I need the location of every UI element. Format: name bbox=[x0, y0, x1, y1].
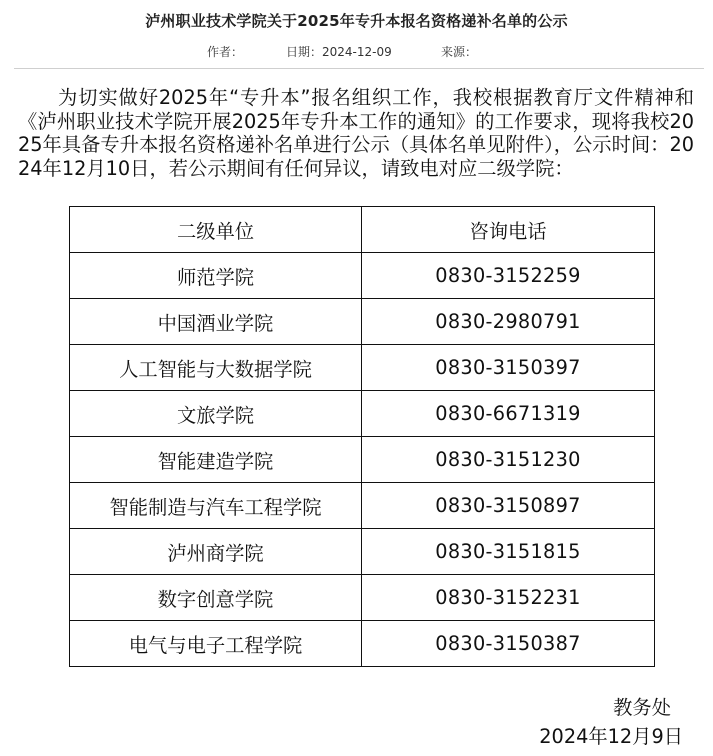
unit-cell: 人工智能与大数据学院 bbox=[70, 345, 362, 391]
date-meta: 日期：2024-12-09 bbox=[286, 45, 392, 59]
table-row bbox=[70, 575, 655, 621]
table-row bbox=[70, 253, 655, 299]
phone-cell: 0830-3150397 bbox=[362, 345, 655, 391]
author-meta: 作者： bbox=[207, 45, 244, 59]
unit-cell: 智能制造与汽车工程学院 bbox=[70, 483, 362, 529]
phone-cell: 0830-6671319 bbox=[362, 391, 655, 437]
article-body-paragraph: 为切实做好2025年“专升本”报名组织工作，我校根据教育厅文件精神和《泸州职业技术学院开展2025年专升本工作的通知》的工作要求，现将我校2025年具备专升本报名资格递补名单进行公示（具体名单见附件），公示时间：2024年12月10日，若公示期间有任何异议，请致电对应二级学院： bbox=[18, 86, 694, 180]
table-row bbox=[70, 299, 655, 345]
unit-cell: 师范学院 bbox=[70, 253, 362, 299]
signature-date: 2024年12月9日 bbox=[539, 725, 683, 748]
phone-cell: 0830-3152259 bbox=[362, 253, 655, 299]
source-meta: 来源： bbox=[441, 45, 478, 59]
phone-cell: 0830-2980791 bbox=[362, 299, 655, 345]
phone-cell: 0830-3152231 bbox=[362, 575, 655, 621]
contact-table bbox=[69, 206, 655, 667]
table-row bbox=[70, 483, 655, 529]
phone-cell: 0830-3150387 bbox=[362, 621, 655, 667]
unit-cell: 文旅学院 bbox=[70, 391, 362, 437]
table-row bbox=[70, 391, 655, 437]
table-header-row bbox=[70, 207, 655, 253]
header-phone: 咨询电话 bbox=[362, 207, 655, 253]
phone-cell: 0830-3151230 bbox=[362, 437, 655, 483]
unit-cell: 电气与电子工程学院 bbox=[70, 621, 362, 667]
table-row bbox=[70, 621, 655, 667]
unit-cell: 智能建造学院 bbox=[70, 437, 362, 483]
unit-cell: 数字创意学院 bbox=[70, 575, 362, 621]
phone-cell: 0830-3151815 bbox=[362, 529, 655, 575]
table-row bbox=[70, 437, 655, 483]
page-title: 泸州职业技术学院关于2025年专升本报名资格递补名单的公示 bbox=[145, 12, 568, 30]
unit-cell: 泸州商学院 bbox=[70, 529, 362, 575]
unit-cell: 中国酒业学院 bbox=[70, 299, 362, 345]
table-row bbox=[70, 345, 655, 391]
signature-office: 教务处 bbox=[613, 696, 671, 719]
phone-cell: 0830-3150897 bbox=[362, 483, 655, 529]
table-row bbox=[70, 529, 655, 575]
header-divider bbox=[14, 68, 704, 69]
header-unit: 二级单位 bbox=[70, 207, 362, 253]
